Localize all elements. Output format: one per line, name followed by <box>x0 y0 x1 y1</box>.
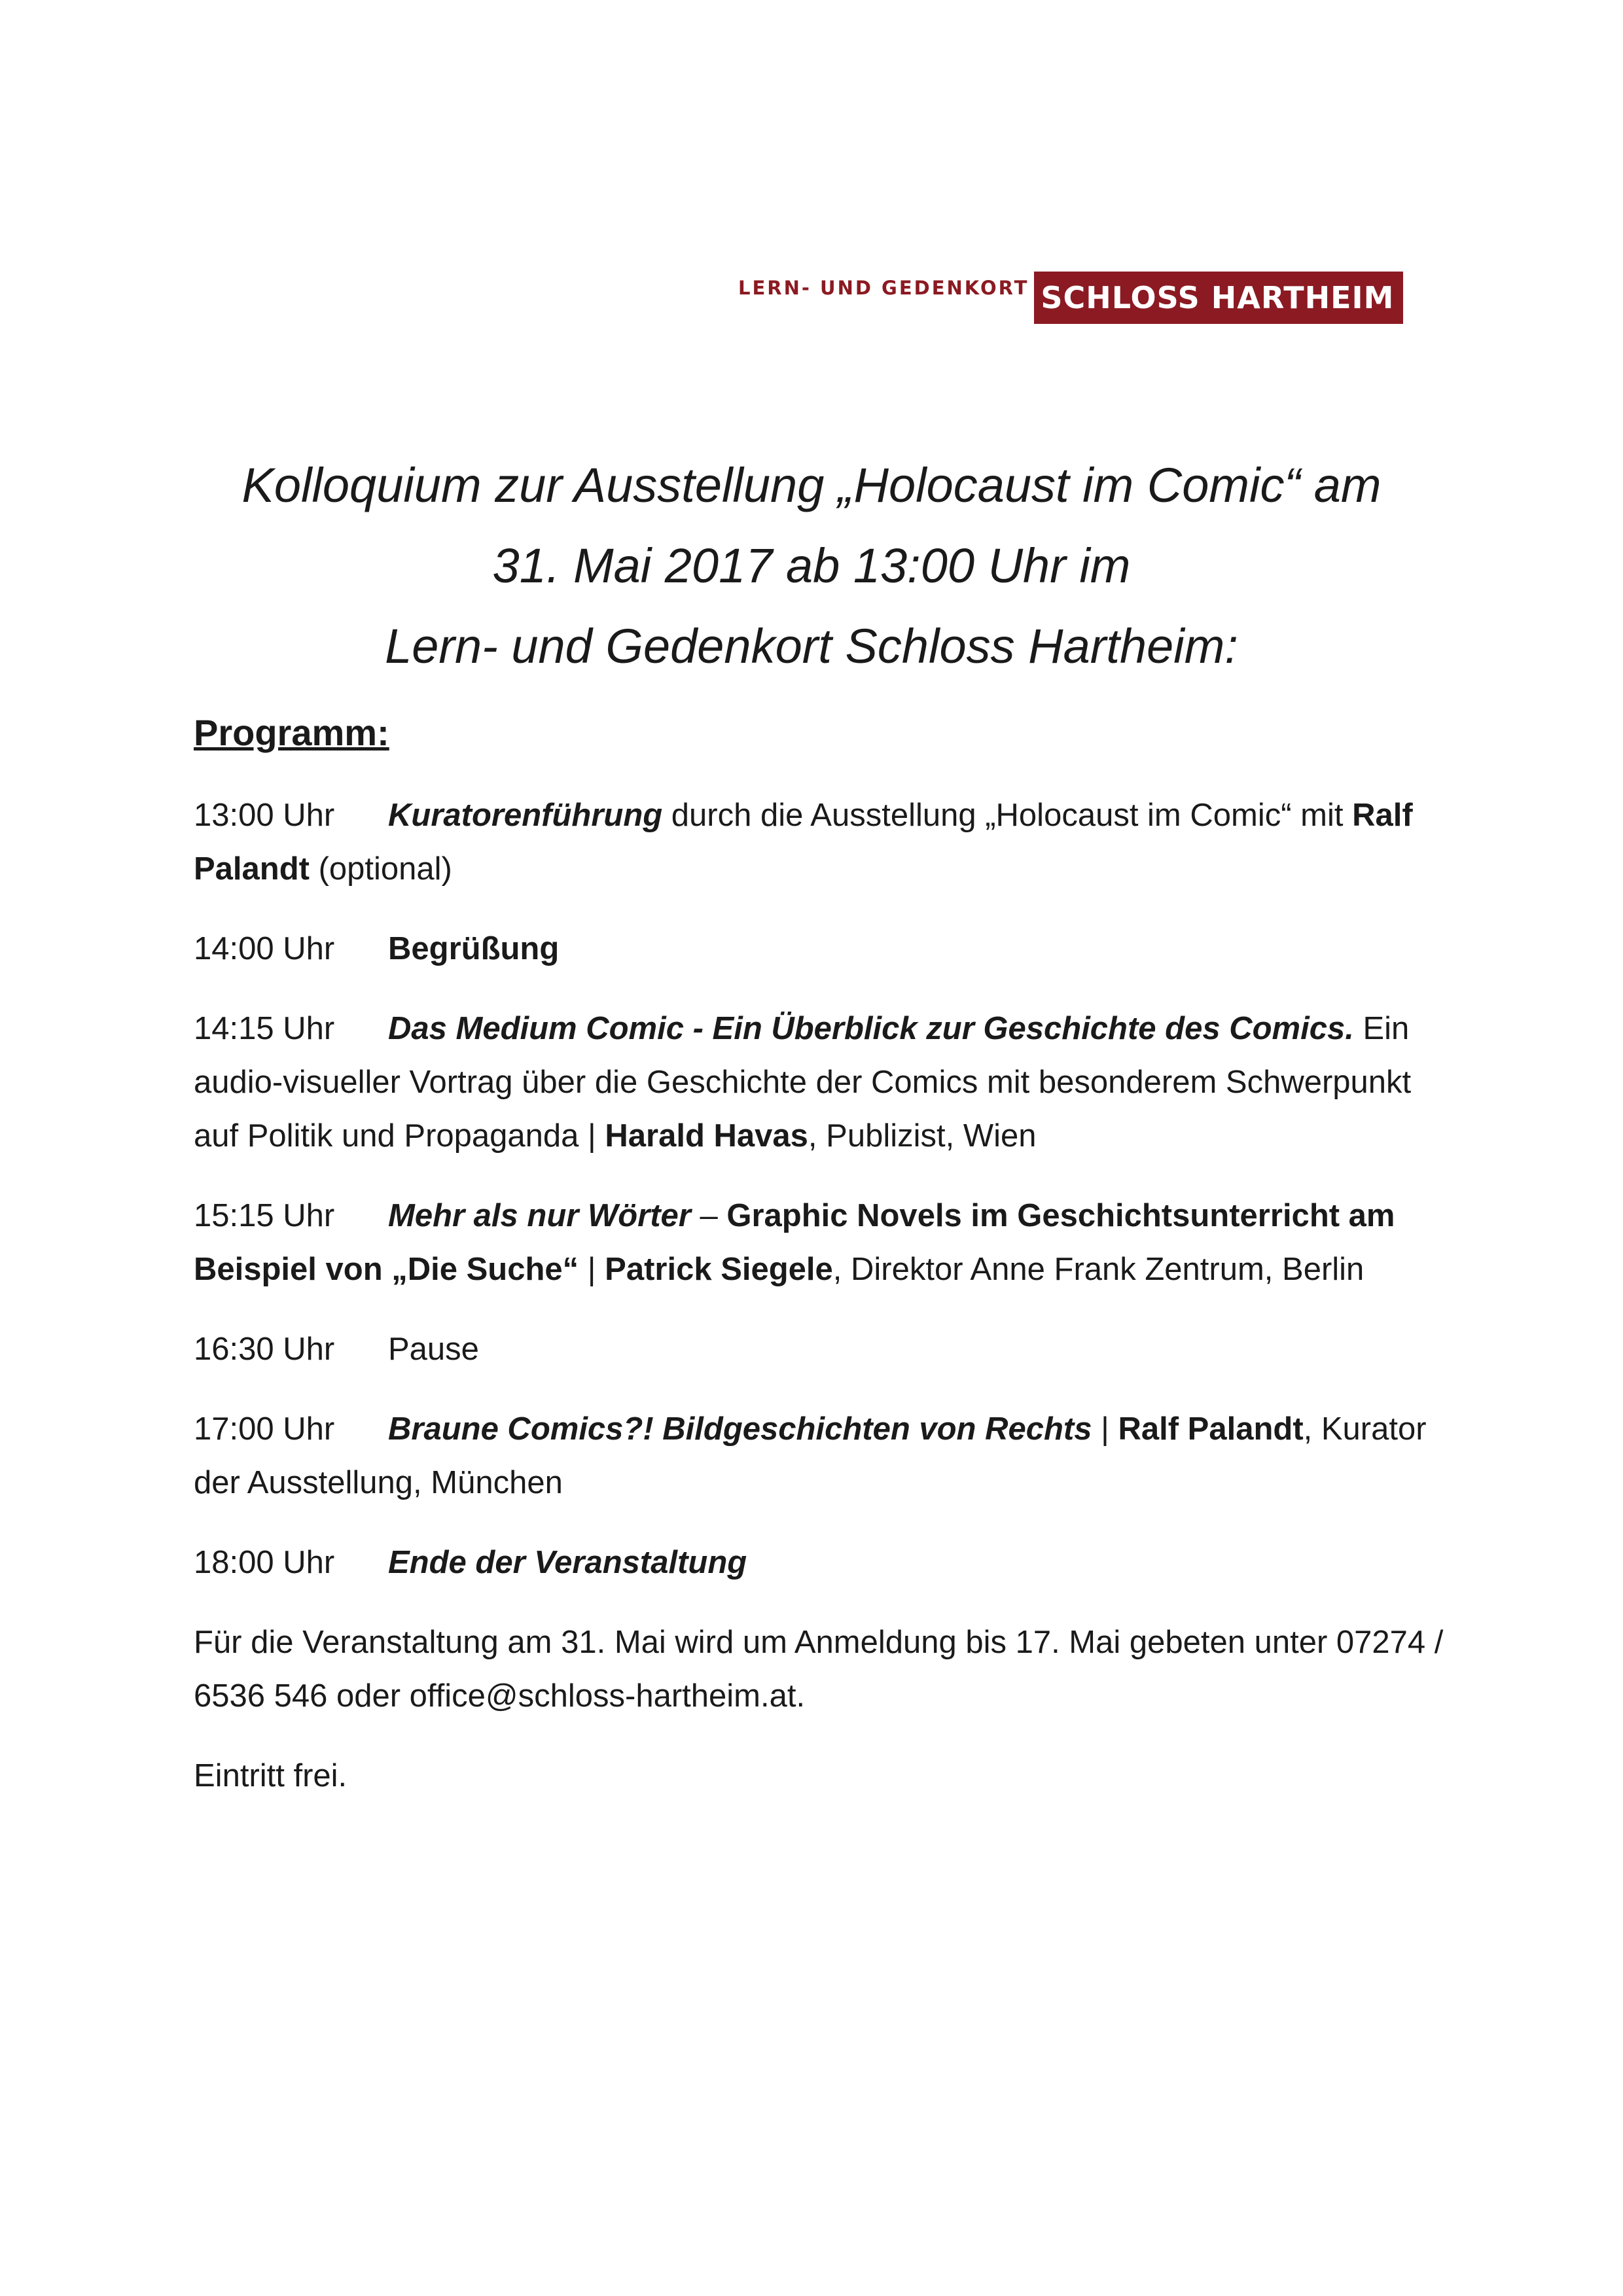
title-line-3: Lern- und Gedenkort Schloss Hartheim: <box>385 619 1238 673</box>
program-time: 17:00 Uhr <box>194 1411 335 1447</box>
program-text: durch die Ausstellung „Holocaust im Comic“ mit <box>662 798 1353 833</box>
logo-box-text: SCHLOSS HARTHEIM <box>1034 272 1403 324</box>
program-title: Ende der Veranstaltung <box>388 1545 747 1580</box>
admission-note: Eintritt frei. <box>194 1758 348 1793</box>
program-text: (optional) <box>309 851 452 887</box>
program-item <box>194 788 1457 896</box>
program-speaker: Ralf Palandt <box>194 798 1413 887</box>
title-line-1: Kolloquium zur Ausstellung „Holocaust im Comic“ am <box>241 458 1382 512</box>
program-title: Kuratorenführung <box>388 798 663 833</box>
program-heading: Programm: <box>194 712 389 753</box>
program-item <box>194 1322 1457 1376</box>
page-title <box>0 445 1623 686</box>
program-speaker: Harald Havas <box>605 1118 808 1154</box>
registration-note: Für die Veranstaltung am 31. Mai wird um Anmeldung bis 17. Mai gebeten unter 07274 / 6536 546 oder office@schloss-hartheim.at. <box>194 1625 1444 1714</box>
title-line-2: 31. Mai 2017 ab 13:00 Uhr im <box>492 539 1131 593</box>
program-time: 15:15 Uhr <box>194 1198 335 1233</box>
logo <box>738 272 1403 328</box>
program-item <box>194 1536 1457 1589</box>
program-item <box>194 1002 1457 1163</box>
program-title: Begrüßung <box>388 931 560 966</box>
program-text: , Direktor Anne Frank Zentrum, Berlin <box>832 1252 1364 1287</box>
program-text: – <box>690 1198 727 1233</box>
program-item <box>194 1402 1457 1510</box>
program-speaker: Patrick Siegele <box>605 1252 833 1287</box>
program-title: Pause <box>388 1332 479 1367</box>
program-subtitle: Graphic Novels im Geschichtsunterricht am Beispiel von „Die Suche“ <box>194 1198 1395 1287</box>
program-time: 13:00 Uhr <box>194 798 335 833</box>
program-time: 14:00 Uhr <box>194 931 335 966</box>
program-text: | <box>579 1252 605 1287</box>
program-title: Braune Comics?! Bildgeschichten von Rechts <box>388 1411 1092 1447</box>
program-text: , Publizist, Wien <box>808 1118 1037 1154</box>
program-text: Ein audio-visueller Vortrag über die Geschichte der Comics mit besonderem Schwerpunkt auf Politik und Propaganda | <box>194 1011 1412 1154</box>
program-item <box>194 922 1457 976</box>
program-item <box>194 1189 1457 1296</box>
program-title: Das Medium Comic - Ein Überblick zur Geschichte des Comics. <box>388 1011 1354 1046</box>
program-time: 14:15 Uhr <box>194 1011 335 1046</box>
program-text: , Kurator der Ausstellung, München <box>194 1411 1427 1500</box>
program-text: | <box>1092 1411 1118 1447</box>
program-section <box>194 703 1457 1829</box>
logo-left-text: LERN- UND GEDENKORT <box>738 277 1029 299</box>
program-time: 16:30 Uhr <box>194 1332 335 1367</box>
program-title: Mehr als nur Wörter <box>388 1198 691 1233</box>
program-time: 18:00 Uhr <box>194 1545 335 1580</box>
program-speaker: Ralf Palandt <box>1118 1411 1304 1447</box>
